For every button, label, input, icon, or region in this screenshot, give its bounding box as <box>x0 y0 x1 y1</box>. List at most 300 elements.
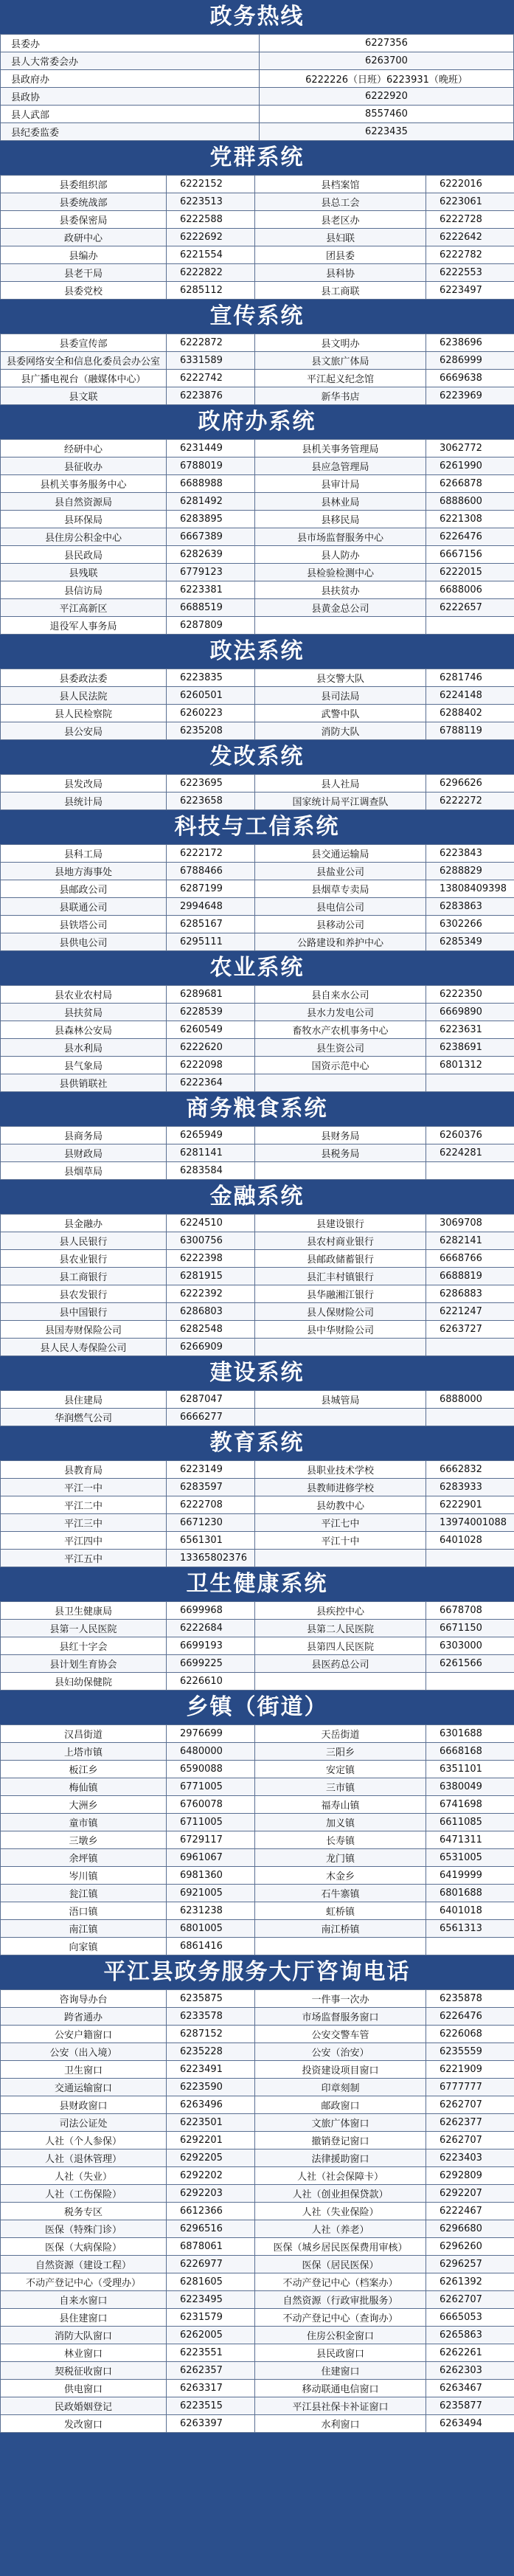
phone-number: 6699193 <box>167 1637 255 1655</box>
phone-number: 6226610 <box>167 1673 255 1691</box>
table-row <box>1 1496 514 1514</box>
phone-number: 6224510 <box>167 1215 255 1232</box>
table-row <box>1 1004 514 1021</box>
unit-name: 县委政法委 <box>1 669 167 687</box>
unit-name: 县财政局 <box>1 1144 167 1162</box>
unit-name: 县卫生健康局 <box>1 1602 167 1620</box>
unit-name: 县电信公司 <box>255 898 426 916</box>
unit-name: 契税征收窗口 <box>1 2362 167 2380</box>
phone-number: 6222684 <box>167 1620 255 1637</box>
phone-number: 6921005 <box>167 1885 255 1902</box>
phone-number: 6235875 <box>167 1990 255 2008</box>
phone-table <box>0 1126 514 1180</box>
unit-name: 人社（个人参保） <box>1 2132 167 2149</box>
unit-name: 县计划生育协会 <box>1 1655 167 1673</box>
unit-name: 自然资源（行政审批服务） <box>255 2291 426 2309</box>
unit-name: 县民政窗口 <box>255 2344 426 2362</box>
phone-number: 6801005 <box>167 1920 255 1938</box>
table-row <box>1 1849 514 1867</box>
unit-name: 县气象局 <box>1 1057 167 1074</box>
unit-name: 县住建窗口 <box>1 2309 167 2327</box>
unit-name: 县财务局 <box>255 1127 426 1144</box>
phone-number: 6961067 <box>167 1849 255 1867</box>
unit-name: 县统计局 <box>1 793 167 810</box>
unit-name: 县政府办 <box>1 70 260 88</box>
unit-name: 县机关事务管理局 <box>255 440 426 457</box>
table-row <box>1 1938 514 1955</box>
phone-table <box>0 175 514 300</box>
phone-number: 6668766 <box>426 1250 514 1268</box>
phone-number: 6223551 <box>167 2344 255 2362</box>
unit-name: 余坪镇 <box>1 1849 167 1867</box>
phone-number: 6301688 <box>426 1725 514 1743</box>
phone-number: 6231238 <box>167 1902 255 1920</box>
section-title: 政务热线 <box>0 0 514 34</box>
phone-number: 6281492 <box>167 493 255 511</box>
phone-number: 6292201 <box>167 2132 255 2149</box>
phone-number: 6351101 <box>426 1761 514 1778</box>
unit-name: 县应急管理局 <box>255 457 426 475</box>
unit-name: 县第一人民医院 <box>1 1620 167 1637</box>
unit-name: 县黄金总公司 <box>255 599 426 617</box>
phone-number: 6223495 <box>167 2291 255 2309</box>
table-row <box>1 528 514 546</box>
phone-number: 6741698 <box>426 1796 514 1814</box>
unit-name: 国资示范中心 <box>255 1057 426 1074</box>
table-row <box>1 546 514 564</box>
unit-name: 平江一中 <box>1 1479 167 1496</box>
unit-name: 童市镇 <box>1 1814 167 1831</box>
section-title: 卫生健康系统 <box>0 1567 514 1601</box>
table-row <box>1 2309 514 2327</box>
phone-number: 6222350 <box>426 986 514 1004</box>
phone-number: 6590088 <box>167 1761 255 1778</box>
phone-number: 6223969 <box>426 387 514 405</box>
section <box>0 635 514 740</box>
phone-number: 6231579 <box>167 2309 255 2327</box>
phone-number: 6292202 <box>167 2167 255 2185</box>
table-row <box>1 370 514 387</box>
table-row <box>1 986 514 1004</box>
table-row <box>1 1514 514 1532</box>
unit-name: 县司法局 <box>255 687 426 705</box>
unit-name: 县总工会 <box>255 193 426 211</box>
phone-number: 6668168 <box>426 1743 514 1761</box>
section <box>0 1180 514 1356</box>
phone-number: 6223590 <box>167 2079 255 2096</box>
table-row <box>1 211 514 229</box>
unit-name: 县华融湘江银行 <box>255 1285 426 1303</box>
section-title: 政法系统 <box>0 635 514 669</box>
phone-number: 6222742 <box>167 370 255 387</box>
phone-number: 6266909 <box>167 1339 255 1356</box>
phone-number: 6711005 <box>167 1814 255 1831</box>
phone-number: 6283597 <box>167 1479 255 1496</box>
unit-name: 县幼教中心 <box>255 1496 426 1514</box>
phone-number: 6222553 <box>426 264 514 282</box>
unit-name <box>255 1074 426 1092</box>
table-row <box>1 2026 514 2043</box>
unit-name: 平江高新区 <box>1 599 167 617</box>
phone-number: 6222588 <box>167 211 255 229</box>
unit-name: 平江十中 <box>255 1532 426 1550</box>
phone-number: 6235878 <box>426 1990 514 2008</box>
section <box>0 1092 514 1180</box>
phone-number: 6729117 <box>167 1831 255 1849</box>
unit-name: 县林业局 <box>255 493 426 511</box>
phone-number: 6611085 <box>426 1814 514 1831</box>
phone-number: 6480000 <box>167 1743 255 1761</box>
phone-number: 6666277 <box>167 1409 255 1426</box>
phone-number: 6288829 <box>426 863 514 880</box>
unit-name: 龙门镇 <box>255 1849 426 1867</box>
table-row <box>1 2079 514 2096</box>
phone-number: 6222901 <box>426 1496 514 1514</box>
unit-name: 大洲乡 <box>1 1796 167 1814</box>
section <box>0 1567 514 1691</box>
section-title: 商务粮食系统 <box>0 1092 514 1126</box>
table-row <box>1 880 514 898</box>
unit-name: 公安（治安） <box>255 2043 426 2061</box>
unit-name: 发改窗口 <box>1 2415 167 2433</box>
section-title: 科技与工信系统 <box>0 810 514 844</box>
unit-name: 人社（退休管理） <box>1 2149 167 2167</box>
phone-number: 6224281 <box>426 1144 514 1162</box>
table-row <box>1 2238 514 2256</box>
phone-number: 6222920 <box>260 88 514 106</box>
phone-table <box>0 34 514 141</box>
phone-number: 6296516 <box>167 2220 255 2238</box>
unit-name: 县水利局 <box>1 1039 167 1057</box>
unit-name: 县医药总公司 <box>255 1655 426 1673</box>
unit-name: 县邮政储蓄银行 <box>255 1250 426 1268</box>
phone-number: 6281605 <box>167 2273 255 2291</box>
table-row <box>1 1039 514 1057</box>
table-row <box>1 1232 514 1250</box>
unit-name: 板江乡 <box>1 1761 167 1778</box>
phone-number: 6223435 <box>260 123 514 141</box>
unit-name: 县老区办 <box>255 211 426 229</box>
phone-number: 6286999 <box>426 352 514 370</box>
phone-number: 6222152 <box>167 176 255 193</box>
table-row <box>1 2344 514 2362</box>
section <box>0 1356 514 1426</box>
unit-name: 平江三中 <box>1 1514 167 1532</box>
unit-name: 县人大常委会办 <box>1 52 260 70</box>
phone-number: 6292809 <box>426 2167 514 2185</box>
table-row <box>1 1761 514 1778</box>
unit-name: 平江二中 <box>1 1496 167 1514</box>
phone-number: 6226977 <box>167 2256 255 2273</box>
unit-name: 县建设银行 <box>255 1215 426 1232</box>
unit-name: 县供销联社 <box>1 1074 167 1092</box>
phone-number: 6788119 <box>426 722 514 740</box>
unit-name: 医保（城乡居民医保费用审核） <box>255 2238 426 2256</box>
phone-number: 6669638 <box>426 370 514 387</box>
unit-name: 县铁塔公司 <box>1 916 167 933</box>
phone-number: 6222657 <box>426 599 514 617</box>
unit-name: 人社（失业保险） <box>255 2203 426 2220</box>
phone-number: 6401028 <box>426 1532 514 1550</box>
phone-number <box>426 617 514 635</box>
table-row <box>1 440 514 457</box>
phone-number: 6688819 <box>426 1268 514 1285</box>
unit-name: 岑川镇 <box>1 1867 167 1885</box>
phone-number: 6222364 <box>167 1074 255 1092</box>
unit-name: 县科协 <box>255 264 426 282</box>
phone-number: 2976699 <box>167 1725 255 1743</box>
phone-number <box>426 1673 514 1691</box>
unit-name: 县委统战部 <box>1 193 167 211</box>
unit-name: 公安（出入境） <box>1 2043 167 2061</box>
phone-number: 6222822 <box>167 264 255 282</box>
unit-name: 文旅广体窗口 <box>255 2114 426 2132</box>
phone-number <box>426 1162 514 1180</box>
phone-number: 6265949 <box>167 1127 255 1144</box>
unit-name: 南江桥镇 <box>255 1920 426 1938</box>
phone-number: 6222872 <box>167 334 255 352</box>
table-row <box>1 581 514 599</box>
phone-table <box>0 1390 514 1426</box>
unit-name: 医保（大病保险） <box>1 2238 167 2256</box>
phone-number: 6300756 <box>167 1232 255 1250</box>
unit-name: 县委办 <box>1 35 260 52</box>
table-row <box>1 2380 514 2397</box>
phone-number: 6261566 <box>426 1655 514 1673</box>
phone-number: 6296260 <box>426 2238 514 2256</box>
unit-name: 自来水窗口 <box>1 2291 167 2309</box>
table-row <box>1 352 514 370</box>
phone-number <box>426 1550 514 1567</box>
phone-number: 6223491 <box>167 2061 255 2079</box>
unit-name: 退役军人事务局 <box>1 617 167 635</box>
phone-number: 6227356 <box>260 35 514 52</box>
table-row <box>1 1268 514 1285</box>
phone-number: 6235208 <box>167 722 255 740</box>
phone-table <box>0 844 514 951</box>
phone-number: 6671150 <box>426 1620 514 1637</box>
unit-name: 畜牧水产农机事务中心 <box>255 1021 426 1039</box>
table-row <box>1 599 514 617</box>
phone-number: 6669890 <box>426 1004 514 1021</box>
phone-number: 6263700 <box>260 52 514 70</box>
phone-number: 6788466 <box>167 863 255 880</box>
phone-number: 6224148 <box>426 687 514 705</box>
table-row <box>1 1461 514 1479</box>
unit-name: 县老干局 <box>1 264 167 282</box>
phone-table <box>0 1601 514 1691</box>
unit-name: 县人武部 <box>1 106 260 123</box>
unit-name: 华润燃气公司 <box>1 1409 167 1426</box>
unit-name: 虹桥镇 <box>255 1902 426 1920</box>
unit-name: 县残联 <box>1 564 167 581</box>
phone-number: 6260501 <box>167 687 255 705</box>
phone-number: 6771005 <box>167 1778 255 1796</box>
phone-number: 8557460 <box>260 106 514 123</box>
phone-number: 6281915 <box>167 1268 255 1285</box>
phone-number: 6222708 <box>167 1496 255 1514</box>
phone-number: 6223513 <box>167 193 255 211</box>
section-title: 教育系统 <box>0 1426 514 1460</box>
phone-number: 6226068 <box>426 2026 514 2043</box>
table-row <box>1 2220 514 2238</box>
table-row <box>1 2114 514 2132</box>
unit-name: 县公安局 <box>1 722 167 740</box>
phone-number: 6235559 <box>426 2043 514 2061</box>
table-row <box>1 1339 514 1356</box>
phone-number: 6261990 <box>426 457 514 475</box>
section <box>0 1691 514 1955</box>
unit-name: 县联通公司 <box>1 898 167 916</box>
unit-name: 撤销登记窗口 <box>255 2132 426 2149</box>
unit-name: 县检验检测中心 <box>255 564 426 581</box>
phone-number: 6222467 <box>426 2203 514 2220</box>
unit-name: 县工商联 <box>255 282 426 300</box>
unit-name: 县农发银行 <box>1 1285 167 1303</box>
phone-number: 13974001088 <box>426 1514 514 1532</box>
phone-number: 6222728 <box>426 211 514 229</box>
phone-number: 6801312 <box>426 1057 514 1074</box>
phone-number: 6226476 <box>426 2008 514 2026</box>
section <box>0 300 514 405</box>
unit-name: 县人防办 <box>255 546 426 564</box>
table-row <box>1 106 514 123</box>
phone-number: 6238691 <box>426 1039 514 1057</box>
phone-number: 6223695 <box>167 775 255 793</box>
unit-name: 法律援助窗口 <box>255 2149 426 2167</box>
table-row <box>1 229 514 246</box>
unit-name <box>255 1550 426 1567</box>
phone-number: 6221554 <box>167 246 255 264</box>
unit-name: 县妇幼保健院 <box>1 1673 167 1691</box>
unit-name: 县疾控中心 <box>255 1602 426 1620</box>
table-row <box>1 282 514 300</box>
phone-table <box>0 669 514 740</box>
unit-name: 县征收办 <box>1 457 167 475</box>
unit-name: 县自然资源局 <box>1 493 167 511</box>
table-row <box>1 1285 514 1303</box>
phone-number: 6688988 <box>167 475 255 493</box>
section <box>0 1955 514 2433</box>
table-row <box>1 1602 514 1620</box>
phone-number: 6282141 <box>426 1232 514 1250</box>
unit-name: 县烟草专卖局 <box>255 880 426 898</box>
unit-name: 县工商银行 <box>1 1268 167 1285</box>
unit-name: 新华书店 <box>255 387 426 405</box>
table-row <box>1 1479 514 1496</box>
unit-name: 县农业农村局 <box>1 986 167 1004</box>
section <box>0 1426 514 1567</box>
unit-name: 武警中队 <box>255 705 426 722</box>
unit-name: 县财政窗口 <box>1 2096 167 2114</box>
table-row <box>1 2327 514 2344</box>
table-row <box>1 123 514 141</box>
unit-name: 县农村商业银行 <box>255 1232 426 1250</box>
phone-number: 6286883 <box>426 1285 514 1303</box>
phone-number: 6288402 <box>426 705 514 722</box>
table-row <box>1 457 514 475</box>
phone-number: 6222272 <box>426 793 514 810</box>
phone-table <box>0 334 514 405</box>
phone-number: 6262707 <box>426 2291 514 2309</box>
phone-number: 6878061 <box>167 2238 255 2256</box>
unit-name: 县森林公安局 <box>1 1021 167 1039</box>
phone-number: 6262303 <box>426 2362 514 2380</box>
table-row <box>1 334 514 352</box>
table-row <box>1 1990 514 2008</box>
phone-number: 6281746 <box>426 669 514 687</box>
phone-number: 6561301 <box>167 1532 255 1550</box>
table-row <box>1 1303 514 1321</box>
phone-number: 6419999 <box>426 1867 514 1885</box>
section <box>0 141 514 300</box>
phone-number: 6222016 <box>426 176 514 193</box>
phone-number: 6266878 <box>426 475 514 493</box>
unit-name: 县自来水公司 <box>255 986 426 1004</box>
phone-number: 6678708 <box>426 1602 514 1620</box>
unit-name: 消防大队 <box>255 722 426 740</box>
phone-number <box>426 1409 514 1426</box>
table-row <box>1 2132 514 2149</box>
unit-name: 医保（居民医保） <box>255 2256 426 2273</box>
table-row <box>1 193 514 211</box>
section-title: 金融系统 <box>0 1180 514 1214</box>
phone-number: 6777777 <box>426 2079 514 2096</box>
phone-number: 6671230 <box>167 1514 255 1532</box>
unit-name: 县文联 <box>1 387 167 405</box>
phone-number: 6222226（日班）6223931（晚班） <box>260 70 514 88</box>
phone-number: 13365802376 <box>167 1550 255 1567</box>
unit-name: 县纪委监委 <box>1 123 260 141</box>
table-row <box>1 1620 514 1637</box>
table-row <box>1 1409 514 1426</box>
unit-name: 平江五中 <box>1 1550 167 1567</box>
unit-name: 政研中心 <box>1 229 167 246</box>
unit-name: 县人民检察院 <box>1 705 167 722</box>
phone-number: 6235228 <box>167 2043 255 2061</box>
phone-number: 6296626 <box>426 775 514 793</box>
unit-name <box>255 1409 426 1426</box>
unit-name: 印章刻制 <box>255 2079 426 2096</box>
unit-name: 税务专区 <box>1 2203 167 2220</box>
unit-name: 平江起义纪念馆 <box>255 370 426 387</box>
phone-number: 6233578 <box>167 2008 255 2026</box>
table-row <box>1 687 514 705</box>
unit-name: 县水力发电公司 <box>255 1004 426 1021</box>
table-row <box>1 88 514 106</box>
phone-number: 6285349 <box>426 933 514 951</box>
unit-name: 县环保局 <box>1 511 167 528</box>
unit-name: 县机关事务服务中心 <box>1 475 167 493</box>
table-row <box>1 2362 514 2380</box>
unit-name: 县民政局 <box>1 546 167 564</box>
table-row <box>1 2291 514 2309</box>
phone-number: 6667156 <box>426 546 514 564</box>
unit-name: 县妇联 <box>255 229 426 246</box>
phone-number: 6261392 <box>426 2273 514 2291</box>
unit-name: 司法公证处 <box>1 2114 167 2132</box>
unit-name: 县广播电视台（融媒体中心） <box>1 370 167 387</box>
table-row <box>1 1550 514 1567</box>
table-row <box>1 1127 514 1144</box>
table-row <box>1 1162 514 1180</box>
unit-name: 汉昌街道 <box>1 1725 167 1743</box>
phone-number: 6699968 <box>167 1602 255 1620</box>
unit-name: 木金乡 <box>255 1867 426 1885</box>
unit-name: 消防大队窗口 <box>1 2327 167 2344</box>
section-title: 平江县政务服务大厅咨询电话 <box>0 1955 514 1989</box>
unit-name: 不动产登记中心（受理办） <box>1 2273 167 2291</box>
